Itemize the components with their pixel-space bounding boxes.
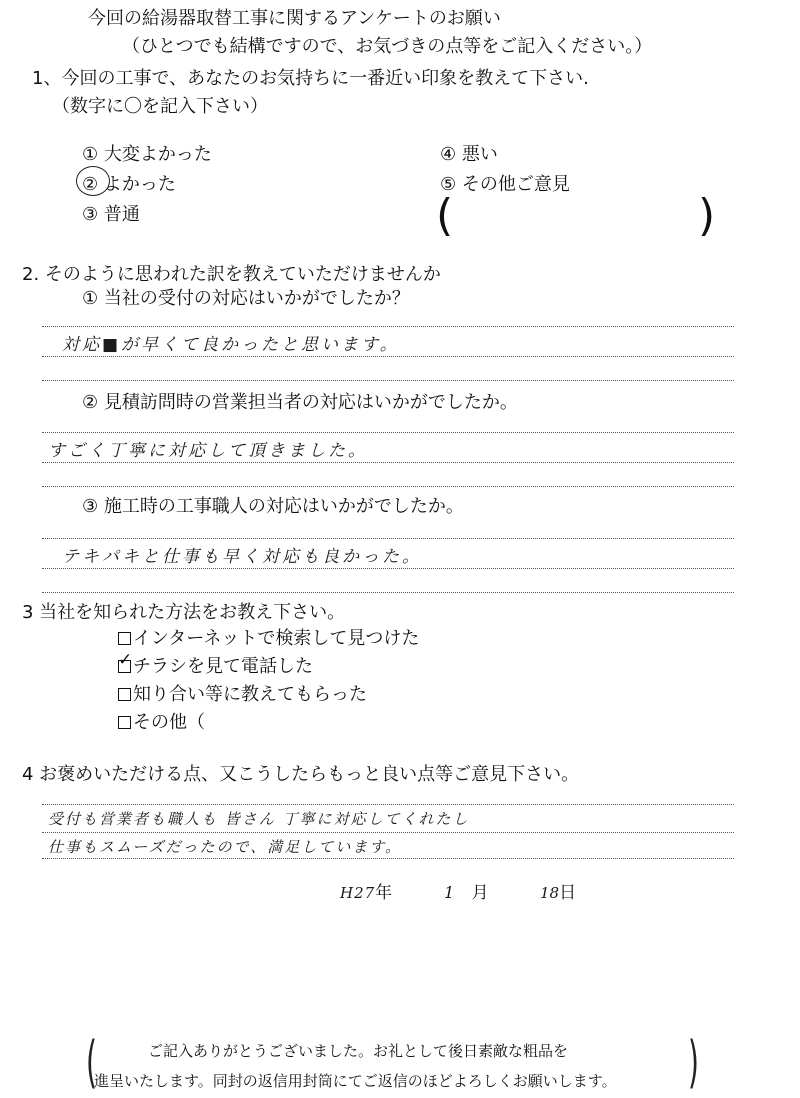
answer-line <box>42 858 734 859</box>
checkbox-checked[interactable] <box>118 660 131 673</box>
q2-sub2-answer[interactable]: すごく丁寧に対応して頂きました。 <box>48 441 368 461</box>
checkbox[interactable] <box>118 688 131 701</box>
option-number: ⑤ <box>440 174 457 195</box>
q4-answer-line2[interactable]: 仕事もスムーズだったので、満足しています。 <box>48 838 403 856</box>
checkbox[interactable] <box>118 632 131 645</box>
q3-option-internet[interactable] <box>118 624 419 650</box>
option-label: その他ご意見 <box>461 174 570 195</box>
q3-option-acquaintance[interactable] <box>118 680 367 706</box>
survey-title: 今回の給湯器取替工事に関するアンケートのお願い <box>88 8 501 29</box>
answer-line <box>42 832 734 833</box>
q2-sub2-label: ② 見積訪問時の営業担当者の対応はいかがでしたか。 <box>82 392 518 413</box>
q1-option-5[interactable] <box>440 170 570 196</box>
q1-option-3[interactable] <box>82 200 140 226</box>
date-day <box>540 878 576 903</box>
option-label: チラシを見て電話した <box>133 656 313 677</box>
option-number: ③ <box>82 204 99 225</box>
date-day-value: 18 <box>540 884 560 902</box>
q4-answer-line1[interactable]: 受付も営業者も職人も 皆さん 丁寧に対応してくれたし <box>48 810 470 828</box>
option-number: ② <box>82 174 99 195</box>
option-label: その他（ <box>133 712 205 733</box>
option-label: 大変よかった <box>103 144 212 165</box>
q4-question: 4 お褒めいただける点、又こうしたらもっと良い点等ご意見下さい。 <box>22 764 580 785</box>
date-month-value: 1 <box>444 883 455 902</box>
option-label: よかった <box>103 174 176 195</box>
date-month <box>444 878 489 903</box>
q1-option-1[interactable] <box>82 140 212 166</box>
q3-option-other[interactable] <box>118 708 205 734</box>
other-opinion-paren-close: ) <box>698 190 716 241</box>
footer-bracket-left: ( <box>86 1030 97 1095</box>
option-label: 知り合い等に教えてもらった <box>133 684 367 705</box>
q2-sub1-answer[interactable]: 対応■が早くて良かったと思います。 <box>62 335 400 355</box>
q3-option-flyer[interactable] <box>118 652 313 678</box>
footer-line2: 進呈いたします。同封の返信用封筒にてご返信のほどよろしくお願いします。 <box>94 1072 617 1090</box>
option-number: ④ <box>440 144 457 165</box>
answer-line <box>42 568 734 569</box>
date-month-label: 月 <box>471 883 489 903</box>
other-opinion-paren-open: ( <box>436 190 454 241</box>
answer-line <box>42 326 734 327</box>
answer-line <box>42 432 734 433</box>
q2-sub3-answer[interactable]: テキパキと仕事も早く対応も良かった。 <box>62 547 422 567</box>
q2-question: 2. そのように思われた訳を教えていただけませんか <box>22 264 441 285</box>
footer-line1: ご記入ありがとうございました。お礼として後日素敵な粗品を <box>148 1042 569 1060</box>
option-label: 普通 <box>103 204 140 225</box>
q3-question: 3 当社を知られた方法をお教え下さい。 <box>22 602 346 623</box>
answer-line <box>42 356 734 357</box>
q2-sub3-label: ③ 施工時の工事職人の対応はいかがでしたか。 <box>82 496 464 517</box>
answer-line <box>42 538 734 539</box>
date-day-label: 日 <box>559 883 577 903</box>
date-era-year <box>340 878 392 903</box>
answer-line <box>42 804 734 805</box>
answer-line <box>42 462 734 463</box>
selection-circle-mark <box>76 166 110 196</box>
checkbox[interactable] <box>118 716 131 729</box>
answer-line <box>42 380 734 381</box>
option-label: 悪い <box>461 144 498 165</box>
q1-option-4[interactable] <box>440 140 498 166</box>
date-year-value: H27 <box>340 884 376 902</box>
q2-sub1-label: ① 当社の受付の対応はいかがでしたか？ <box>82 288 410 309</box>
q1-instruction: （数字に〇を記入下さい） <box>52 96 268 117</box>
survey-subtitle: （ひとつでも結構ですので、お気づきの点等をご記入ください。） <box>122 36 653 57</box>
q1-question: 1、今回の工事で、あなたのお気持ちに一番近い印象を教えて下さい. <box>32 68 589 89</box>
answer-line <box>42 486 734 487</box>
option-label: インターネットで検索して見つけた <box>133 628 420 649</box>
date-year-label: 年 <box>375 883 393 903</box>
answer-line <box>42 592 734 593</box>
footer-bracket-right: ) <box>688 1030 699 1095</box>
option-number: ① <box>82 144 99 165</box>
